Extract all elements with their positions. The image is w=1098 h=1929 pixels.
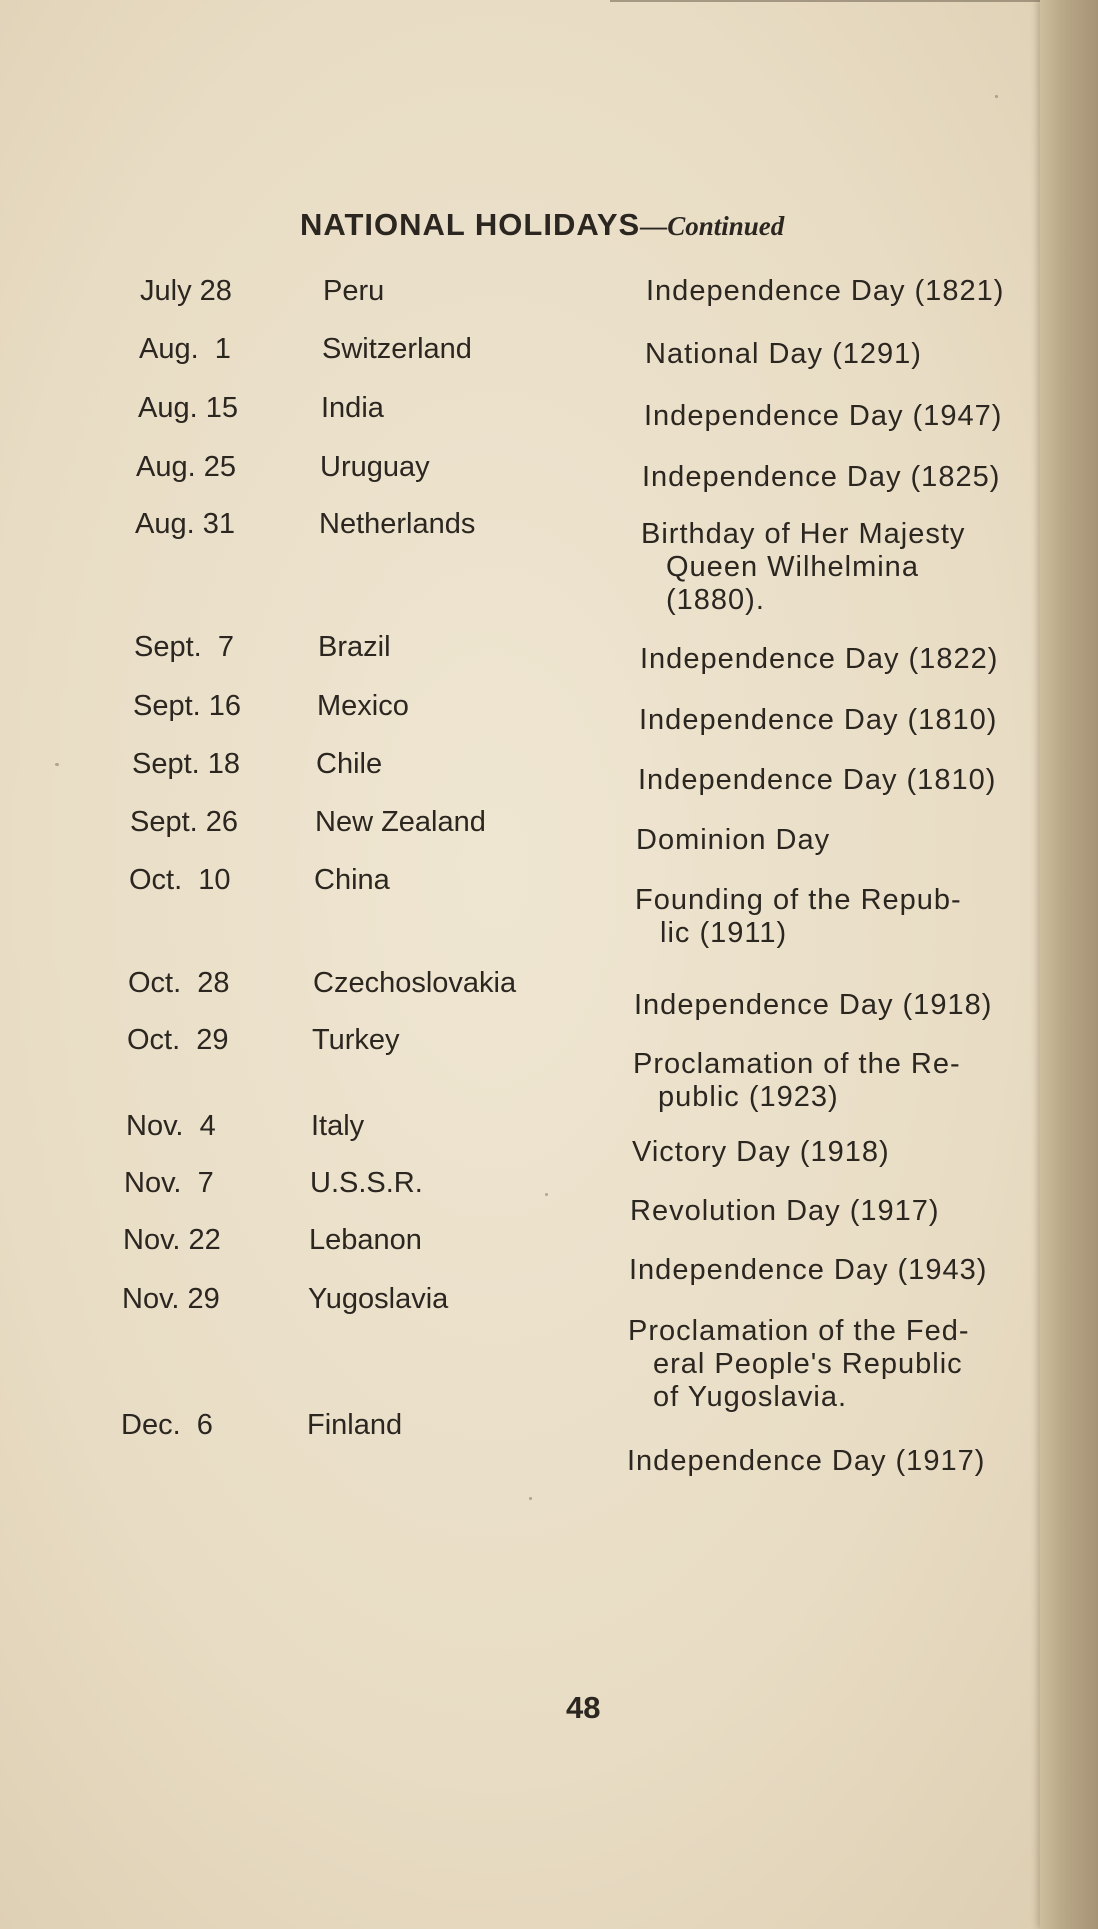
description-line: Independence Day (1947) — [644, 400, 1003, 432]
description-line: Proclamation of the Re- — [633, 1048, 961, 1080]
holiday-country: Turkey — [312, 1024, 400, 1056]
holiday-country: Lebanon — [309, 1224, 422, 1256]
description-line: Independence Day (1825) — [642, 461, 1001, 493]
holiday-country: Italy — [311, 1110, 365, 1142]
holiday-description — [645, 338, 1045, 371]
description-line: Independence Day (1821) — [646, 275, 1005, 307]
holiday-date: Aug. 25 — [136, 451, 236, 483]
holiday-description — [628, 1315, 1028, 1414]
description-line: Birthday of Her Majesty — [641, 518, 966, 550]
holiday-date: Aug. 31 — [135, 508, 235, 540]
holiday-date: Nov. 22 — [123, 1224, 221, 1256]
holiday-description — [644, 400, 1044, 433]
holiday-description — [635, 884, 1035, 950]
holiday-country: Uruguay — [320, 451, 430, 483]
description-line: National Day (1291) — [645, 338, 922, 370]
heading-continued: —Continued — [640, 211, 785, 241]
holiday-country: New Zealand — [315, 806, 486, 838]
holiday-description — [642, 461, 1042, 494]
ink-speck — [55, 763, 59, 766]
holiday-country: Yugoslavia — [308, 1283, 449, 1315]
page-number: 48 — [566, 1690, 601, 1725]
holiday-description — [638, 764, 1038, 797]
holiday-description — [627, 1445, 1027, 1478]
holiday-date: July 28 — [140, 275, 232, 307]
holiday-country: U.S.S.R. — [310, 1167, 423, 1199]
holiday-description — [632, 1136, 1032, 1169]
holiday-date: Sept. 16 — [133, 690, 242, 722]
ink-speck — [545, 1193, 548, 1196]
holiday-description — [646, 275, 1046, 308]
holiday-country: Switzerland — [322, 333, 472, 365]
holiday-date: Nov. 29 — [122, 1283, 220, 1315]
top-rule — [610, 0, 1050, 2]
page-heading — [300, 207, 784, 243]
holiday-description — [629, 1254, 1029, 1287]
description-line: Queen Wilhelmina — [666, 551, 919, 583]
holiday-date: Sept. 26 — [130, 806, 239, 838]
description-line: Independence Day (1810) — [639, 704, 998, 736]
holiday-country: Peru — [323, 275, 385, 307]
description-line: (1880). — [666, 584, 765, 616]
holiday-description — [636, 824, 1036, 857]
holiday-country: Netherlands — [319, 508, 476, 540]
holiday-date: Oct. 29 — [127, 1024, 229, 1056]
holiday-description — [633, 1048, 1033, 1114]
holiday-date: Sept. 7 — [134, 631, 234, 663]
holiday-date: Nov. 7 — [124, 1167, 214, 1199]
holiday-country: Mexico — [317, 690, 409, 722]
description-line: Victory Day (1918) — [632, 1136, 890, 1168]
holiday-description — [641, 518, 1041, 617]
description-line: Founding of the Repub- — [635, 884, 962, 916]
holiday-date: Aug. 15 — [138, 392, 238, 424]
holiday-country: Brazil — [318, 631, 391, 663]
ink-speck — [529, 1497, 532, 1500]
description-line: Independence Day (1810) — [638, 764, 997, 796]
description-line: Independence Day (1918) — [634, 989, 993, 1021]
holiday-country: Chile — [316, 748, 383, 780]
holiday-date: Aug. 1 — [139, 333, 231, 365]
holiday-description — [634, 989, 1034, 1022]
page-edge — [1040, 0, 1098, 1929]
heading-title: NATIONAL HOLIDAYS — [300, 207, 641, 242]
ink-speck — [995, 95, 998, 98]
description-line: Independence Day (1943) — [629, 1254, 988, 1286]
description-line: of Yugoslavia. — [653, 1381, 848, 1413]
holiday-country: China — [314, 864, 390, 896]
holiday-date: Dec. 6 — [121, 1409, 213, 1441]
description-line: public (1923) — [658, 1081, 839, 1113]
holiday-date: Nov. 4 — [126, 1110, 216, 1142]
holiday-country: India — [321, 392, 384, 424]
holiday-date: Oct. 28 — [128, 967, 230, 999]
holiday-description — [639, 704, 1039, 737]
holiday-date: Oct. 10 — [129, 864, 231, 896]
description-line: Independence Day (1917) — [627, 1445, 986, 1477]
description-line: Proclamation of the Fed- — [628, 1315, 970, 1347]
holiday-country: Czechoslovakia — [313, 967, 517, 999]
description-line: eral People's Republic — [653, 1348, 963, 1380]
description-line: Revolution Day (1917) — [630, 1195, 940, 1227]
description-line: Dominion Day — [636, 824, 831, 856]
holiday-country: Finland — [307, 1409, 403, 1441]
description-line: Independence Day (1822) — [640, 643, 999, 675]
holiday-date: Sept. 18 — [132, 748, 241, 780]
holiday-description — [640, 643, 1040, 676]
description-line: lic (1911) — [660, 917, 788, 949]
holiday-description — [630, 1195, 1030, 1228]
